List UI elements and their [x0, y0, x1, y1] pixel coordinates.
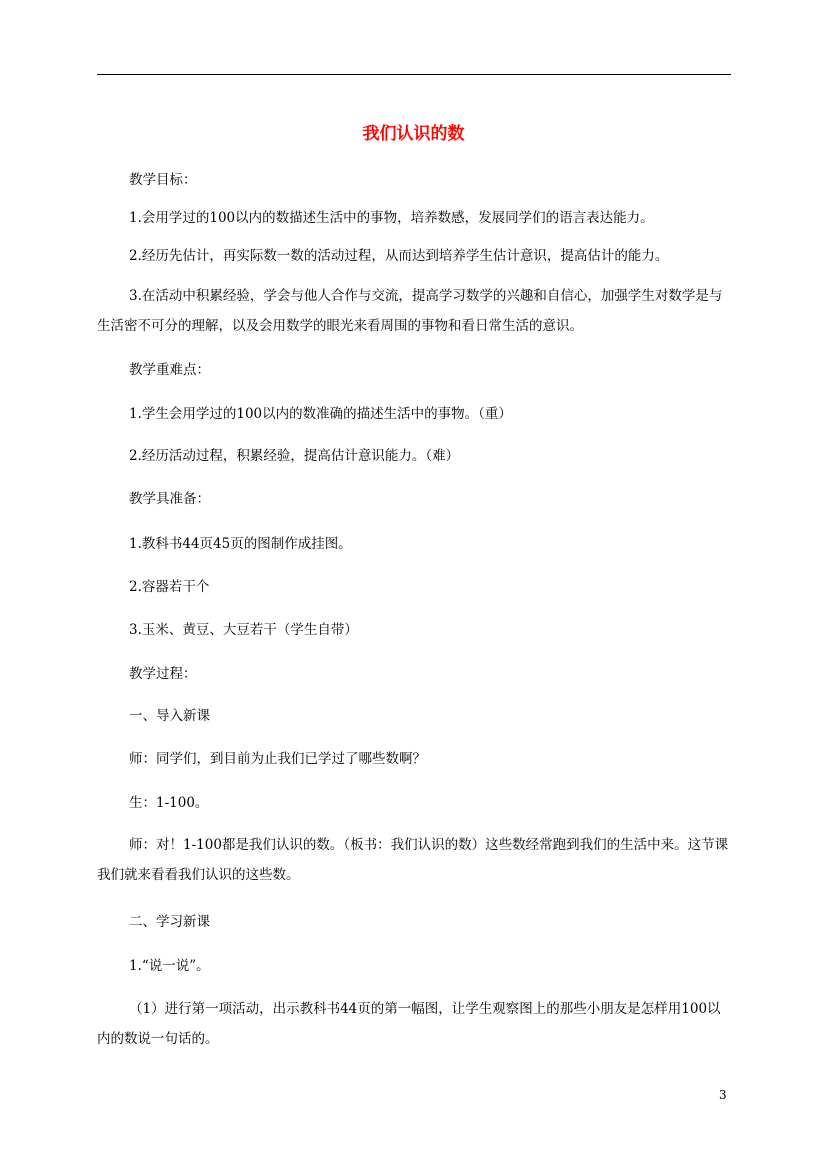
paragraph: 1.学生会用学过的100以内的数准确的描述生活中的事物。（重） — [129, 406, 512, 422]
paragraph: 一、导入新课 — [129, 708, 210, 724]
paragraph: 3.在活动中积累经验，学会与他人合作与交流，提高学习数学的兴趣和自信心，加强学生对数学是与生活密不可分的理解，以及会用数学的眼光来看周围的事物和看日常生活的意识。 — [97, 288, 723, 334]
paragraph: 3.玉米、黄豆、大豆若干（学生自带） — [129, 622, 358, 638]
header-rule — [97, 74, 731, 75]
paragraph: 二、学习新课 — [129, 914, 210, 930]
paragraph: 1.“说一说”。 — [129, 958, 210, 974]
paragraph: 2.容器若干个 — [129, 579, 210, 595]
paragraph: 教学过程： — [129, 666, 197, 682]
paragraph: 1.教科书44页45页的图制作成挂图。 — [129, 536, 352, 552]
page-number: 3 — [719, 1088, 727, 1102]
paragraph: 2.经历活动过程，积累经验，提高估计意识能力。（难） — [129, 448, 460, 464]
paragraph: 教学具准备： — [129, 491, 210, 507]
paragraph: 生：1-100。 — [129, 795, 209, 811]
paragraph: 师：对！1-100都是我们认识的数。（板书：我们认识的数）这些数经常跑到我们的生活中来。这节课我们就来看看我们认识的这些数。 — [97, 837, 729, 883]
paragraph: 2.经历先估计，再实际数一数的活动过程，从而达到培养学生估计意识，提高估计的能力。 — [129, 248, 669, 264]
paragraph: 1.会用学过的100以内的数描述生活中的事物，培养数感，发展同学们的语言表达能力。 — [129, 210, 654, 226]
paragraph: （1）进行第一项活动，出示教科书44页的第一幅图，让学生观察图上的那些小朋友是怎样用100以内的数说一句话的。 — [97, 1001, 721, 1047]
paragraph: 教学重难点： — [129, 362, 210, 378]
document-title: 我们认识的数 — [362, 124, 465, 144]
paragraph: 教学目标： — [129, 172, 197, 188]
paragraph: 师：同学们，到目前为止我们已学过了哪些数啊？ — [129, 751, 426, 767]
